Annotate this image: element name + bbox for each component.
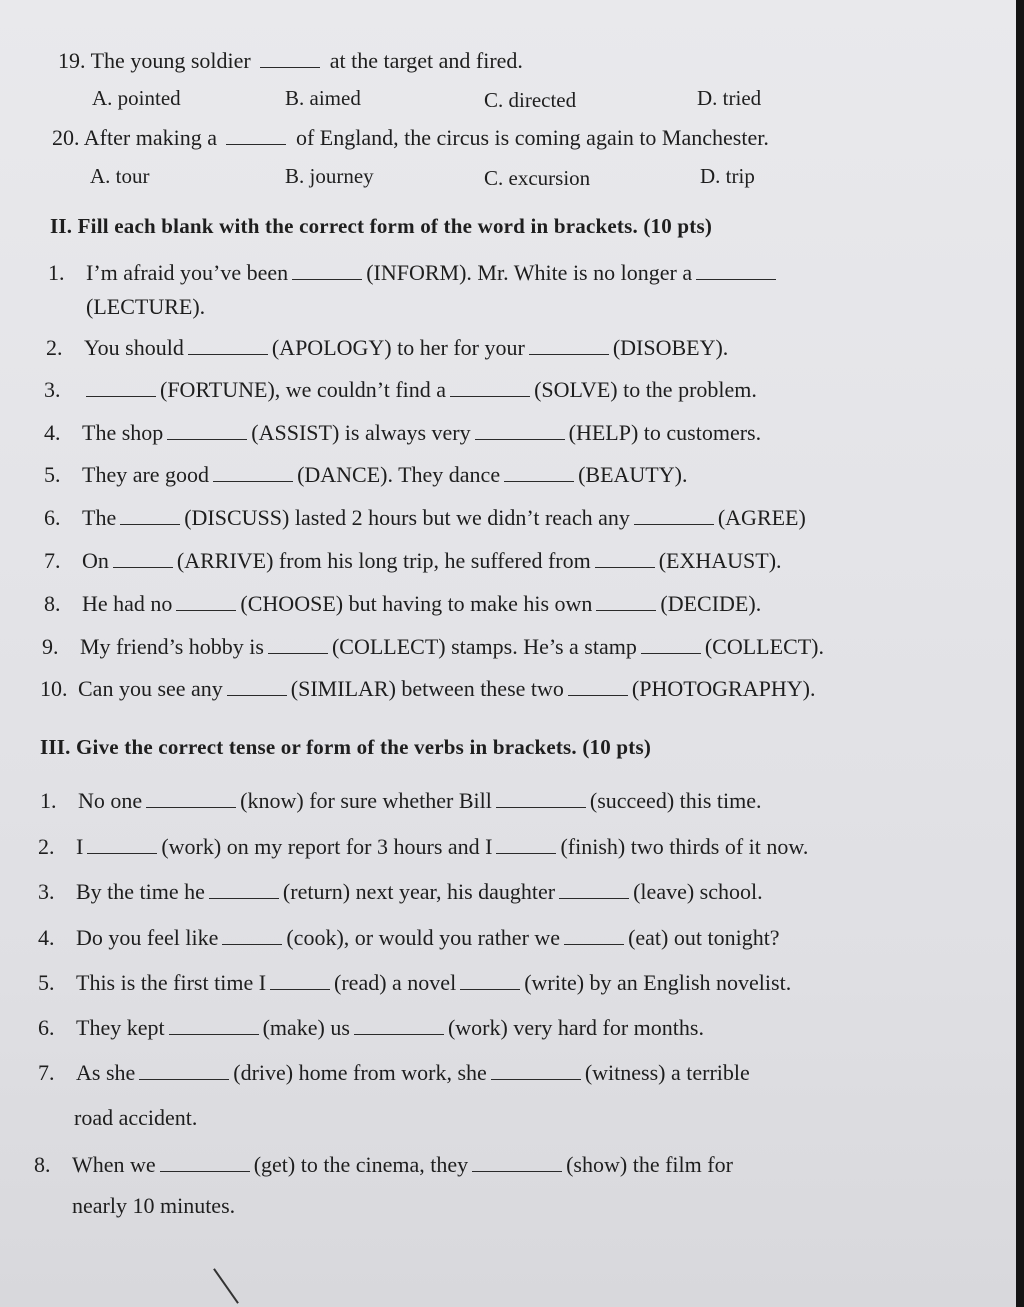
answer-blank[interactable] (227, 677, 287, 696)
answer-blank[interactable] (568, 677, 628, 696)
item-number: 2. (38, 834, 55, 859)
s2-item-1-cont: (LECTURE). (86, 294, 206, 319)
section-3-title: III. Give the correct tense or form of the verbs in brackets. (10 pts) (40, 735, 652, 759)
s3-item-4 (38, 925, 780, 951)
answer-blank[interactable] (270, 971, 330, 990)
item-text: (SOLVE) to the problem. (534, 377, 757, 402)
item-number: 4. (38, 925, 55, 950)
item-number: 1. (48, 260, 65, 285)
item-text: By the time he (76, 879, 205, 904)
answer-blank[interactable] (504, 463, 574, 482)
answer-blank[interactable] (188, 336, 268, 355)
question-text: The young soldier (90, 48, 251, 73)
s3-item-3 (38, 879, 763, 905)
question-number: 20. (52, 125, 80, 150)
item-text: (make) us (262, 1015, 350, 1040)
item-number: 1. (40, 788, 57, 813)
s3-item-7 (38, 1060, 750, 1086)
item-text: (HELP) to customers. (568, 420, 762, 445)
item-text: (get) to the cinema, they (253, 1152, 469, 1177)
option-c: C. directed (484, 88, 577, 112)
answer-blank[interactable] (139, 1061, 229, 1080)
item-number: 8. (44, 591, 61, 616)
s2-item-2 (46, 335, 728, 361)
item-text: (cook), or would you rather we (286, 925, 561, 950)
answer-blank[interactable] (146, 789, 236, 808)
item-number: 6. (44, 505, 61, 530)
question-text: at the target and fired. (329, 48, 523, 73)
answer-blank[interactable] (226, 126, 286, 145)
answer-blank[interactable] (160, 1153, 250, 1172)
s3-item-8-cont: nearly 10 minutes. (72, 1193, 236, 1218)
item-text: (succeed) this time. (589, 788, 762, 813)
s3-item-5 (38, 970, 791, 996)
item-text: (return) next year, his daughter (282, 879, 556, 904)
answer-blank[interactable] (460, 971, 520, 990)
item-text: (FORTUNE), we couldn’t find a (160, 377, 447, 402)
answer-blank[interactable] (222, 926, 282, 945)
s2-item-5 (44, 462, 687, 488)
item-text: (BEAUTY). (578, 462, 688, 487)
item-number: 6. (38, 1015, 55, 1040)
item-text: They kept (76, 1015, 165, 1040)
s3-item-1 (40, 788, 762, 814)
item-text: You should (84, 335, 184, 360)
s2-item-7 (44, 548, 782, 574)
item-text: (work) on my report for 3 hours and I (161, 834, 493, 859)
answer-blank[interactable] (120, 506, 180, 525)
item-number: 5. (38, 970, 55, 995)
item-text: (SIMILAR) between these two (290, 676, 564, 701)
item-text: I’m afraid you’ve been (86, 260, 289, 285)
s2-item-9 (42, 634, 824, 660)
question-text: of England, the circus is coming again to Manchester. (295, 125, 769, 150)
answer-blank[interactable] (354, 1016, 444, 1035)
item-text: (show) the film for (566, 1152, 733, 1177)
answer-blank[interactable] (292, 261, 362, 280)
item-text: They are good (82, 462, 210, 487)
item-text: (DISCUSS) lasted 2 hours but we didn’t reach any (184, 505, 630, 530)
item-text: He had no (82, 591, 173, 616)
s3-item-7-cont: road accident. (74, 1105, 198, 1130)
item-text: (ARRIVE) from his long trip, he suffered from (176, 548, 591, 573)
item-number: 5. (44, 462, 61, 487)
item-text: On (82, 548, 109, 573)
item-text: No one (78, 788, 143, 813)
item-text: (DECIDE). (660, 591, 762, 616)
item-text: (AGREE) (717, 505, 806, 530)
item-number: 9. (42, 634, 59, 659)
item-number: 2. (46, 335, 63, 360)
item-number: 3. (38, 879, 55, 904)
answer-blank[interactable] (87, 835, 157, 854)
item-text: (write) by an English novelist. (524, 970, 792, 995)
answer-blank[interactable] (268, 635, 328, 654)
answer-blank[interactable] (86, 378, 156, 397)
s2-item-8 (44, 591, 761, 617)
item-text: (ASSIST) is always very (251, 420, 471, 445)
answer-blank[interactable] (696, 261, 776, 280)
option-d: D. tried (697, 86, 762, 110)
answer-blank[interactable] (564, 926, 624, 945)
item-text: (leave) school. (633, 879, 763, 904)
answer-blank[interactable] (559, 880, 629, 899)
item-number: 8. (34, 1152, 51, 1177)
answer-blank[interactable] (260, 49, 320, 68)
item-text: I (76, 834, 84, 859)
answer-blank[interactable] (472, 1153, 562, 1172)
s2-item-1 (48, 260, 780, 286)
item-text: (drive) home from work, she (233, 1060, 487, 1085)
question-number: 19. (58, 48, 86, 73)
answer-blank[interactable] (475, 421, 565, 440)
item-text: (COLLECT). (704, 634, 825, 659)
pen-mark (213, 1268, 239, 1304)
item-number: 4. (44, 420, 61, 445)
item-text: As she (76, 1060, 136, 1085)
item-text: The shop (82, 420, 164, 445)
s3-item-6 (38, 1015, 704, 1041)
item-text: The (82, 505, 117, 530)
s3-item-2 (38, 834, 808, 860)
item-text: (COLLECT) stamps. He’s a stamp (331, 634, 637, 659)
mc-question-20 (52, 125, 769, 151)
answer-blank[interactable] (169, 1016, 259, 1035)
item-text: (witness) a terrible (584, 1060, 750, 1085)
item-text: (EXHAUST). (658, 548, 782, 573)
answer-blank[interactable] (213, 463, 293, 482)
answer-blank[interactable] (113, 549, 173, 568)
option-c: C. excursion (484, 166, 591, 190)
mc-question-19 (58, 48, 523, 74)
page-edge (1016, 0, 1024, 1307)
item-text: (INFORM). Mr. White is no longer a (366, 260, 693, 285)
item-text: (know) for sure whether Bill (240, 788, 492, 813)
item-text: (PHOTOGRAPHY). (631, 676, 816, 701)
answer-blank[interactable] (496, 835, 556, 854)
item-number: 7. (44, 548, 61, 573)
option-a: A. tour (90, 164, 150, 188)
section-2-title: II. Fill each blank with the correct form of the word in brackets. (10 pts) (50, 214, 713, 238)
s2-item-6 (44, 505, 806, 531)
option-b: B. journey (285, 164, 374, 188)
item-text: (CHOOSE) but having to make his own (240, 591, 593, 616)
item-number: 10. (40, 676, 68, 701)
question-text: After making a (83, 125, 217, 150)
answer-blank[interactable] (595, 549, 655, 568)
option-a: A. pointed (92, 86, 181, 110)
s3-item-8 (34, 1152, 733, 1178)
item-text: (DANCE). They dance (297, 462, 501, 487)
item-text: (read) a novel (334, 970, 457, 995)
answer-blank[interactable] (491, 1061, 581, 1080)
item-text: (finish) two thirds of it now. (560, 834, 809, 859)
option-b: B. aimed (285, 86, 361, 110)
s2-item-4 (44, 420, 761, 446)
item-number: 3. (44, 377, 61, 402)
item-text: This is the first time I (76, 970, 267, 995)
item-text: (work) very hard for months. (447, 1015, 704, 1040)
item-text: (eat) out tonight? (628, 925, 780, 950)
answer-blank[interactable] (496, 789, 586, 808)
answer-blank[interactable] (529, 336, 609, 355)
s2-item-10 (40, 676, 815, 702)
answer-blank[interactable] (596, 592, 656, 611)
s2-item-3 (44, 377, 757, 403)
answer-blank[interactable] (641, 635, 701, 654)
item-text: (DISOBEY). (612, 335, 729, 360)
item-text: Do you feel like (76, 925, 219, 950)
item-text: When we (72, 1152, 156, 1177)
item-text: Can you see any (78, 676, 223, 701)
item-number: 7. (38, 1060, 55, 1085)
answer-blank[interactable] (450, 378, 530, 397)
answer-blank[interactable] (167, 421, 247, 440)
item-text: My friend’s hobby is (80, 634, 264, 659)
item-text: (APOLOGY) to her for your (271, 335, 525, 360)
answer-blank[interactable] (209, 880, 279, 899)
answer-blank[interactable] (176, 592, 236, 611)
answer-blank[interactable] (634, 506, 714, 525)
option-d: D. trip (700, 164, 755, 188)
